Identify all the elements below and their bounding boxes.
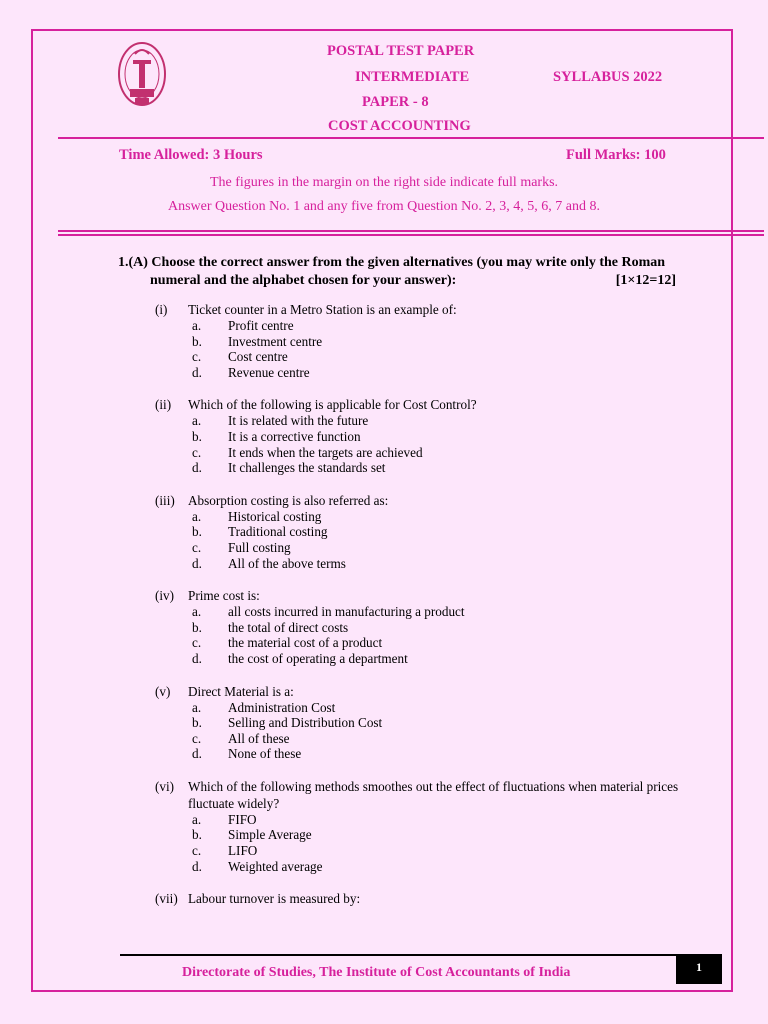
answer-option: [155, 460, 685, 476]
answer-option: [155, 827, 685, 843]
answer-option: [155, 620, 685, 636]
option-letter: b.: [192, 524, 202, 540]
option-text: FIFO: [228, 811, 257, 827]
option-text: Cost centre: [228, 349, 288, 365]
question-text: Direct Material is a:: [188, 683, 294, 699]
option-letter: b.: [192, 619, 202, 635]
answer-option: [155, 509, 685, 525]
question-number: (i): [155, 302, 168, 317]
question-text: Ticket counter in a Metro Station is an example of:: [188, 302, 457, 317]
question-stem: [155, 778, 685, 812]
answer-option: [155, 812, 685, 828]
option-text: the cost of operating a department: [228, 650, 408, 666]
option-letter: c.: [192, 635, 202, 651]
answer-option: [155, 429, 685, 445]
time-allowed: Time Allowed: 3 Hours: [119, 147, 263, 163]
question-stem: [155, 587, 685, 604]
answer-option: [155, 349, 685, 365]
question-number: (vi): [155, 778, 175, 794]
option-text: All of the above terms: [228, 555, 346, 571]
answer-option: [155, 715, 685, 731]
question-1-heading-line-2: numeral and the alphabet chosen for your answer):: [150, 273, 457, 288]
subject-label: COST ACCOUNTING: [328, 118, 471, 134]
option-text: Profit centre: [228, 318, 294, 333]
level-label: INTERMEDIATE: [355, 69, 470, 85]
question-item: [155, 492, 685, 571]
answer-option: [155, 524, 685, 540]
question-stem: [155, 492, 685, 509]
question-number: (ii): [155, 397, 172, 413]
option-letter: b.: [192, 827, 202, 843]
option-letter: c.: [192, 539, 202, 555]
question-number: (iii): [155, 492, 175, 508]
option-letter: d.: [192, 555, 202, 571]
question-number: (v): [155, 683, 171, 699]
question-stem: [155, 396, 685, 413]
answer-option: [155, 604, 685, 620]
option-text: Revenue centre: [228, 364, 310, 380]
institute-logo: [117, 40, 167, 112]
question-text: Labour turnover is measured by:: [188, 891, 361, 907]
answer-option: [155, 700, 685, 716]
option-text: Administration Cost: [228, 699, 336, 715]
answer-option: [155, 843, 685, 859]
option-letter: c.: [192, 349, 202, 365]
question-text: Absorption costing is also referred as:: [188, 492, 389, 508]
answer-option: [155, 746, 685, 762]
question-item: [155, 396, 685, 475]
option-text: the total of direct costs: [228, 619, 349, 635]
option-text: Historical costing: [228, 508, 322, 524]
instruction-rule-top: [58, 230, 764, 232]
question-item: [155, 890, 685, 907]
option-text: None of these: [228, 746, 302, 762]
answer-option: [155, 556, 685, 572]
option-text: Full costing: [228, 539, 291, 555]
question-item: [155, 301, 685, 380]
option-letter: d.: [192, 858, 202, 874]
question-text: Which of the following is applicable for Cost Control?: [188, 397, 477, 413]
option-text: It challenges the standards set: [228, 460, 386, 476]
option-letter: c.: [192, 843, 202, 859]
question-item: [155, 778, 685, 874]
syllabus-label: SYLLABUS 2022: [553, 69, 663, 85]
answer-option: [155, 413, 685, 429]
question-number: (vii): [155, 891, 178, 907]
question-stem: [155, 301, 685, 318]
answer-option: [155, 651, 685, 667]
footer-text: Directorate of Studies, The Institute of Cost Accountants of India: [182, 965, 571, 980]
header-rule: [58, 137, 764, 139]
question-text: Prime cost is:: [188, 588, 260, 604]
answer-option: [155, 731, 685, 747]
option-letter: b.: [192, 333, 202, 349]
answer-option: [155, 445, 685, 461]
answer-option: [155, 635, 685, 651]
paper-number: PAPER - 8: [362, 94, 429, 110]
option-letter: a.: [192, 413, 202, 429]
option-text: Traditional costing: [228, 524, 328, 540]
footer-rule: [120, 954, 678, 956]
option-letter: b.: [192, 428, 202, 444]
option-text: It ends when the targets are achieved: [228, 444, 423, 460]
question-1-marks: [1×12=12]: [615, 273, 676, 288]
option-text: It is a corrective function: [228, 428, 361, 444]
paper-title: POSTAL TEST PAPER: [327, 43, 475, 59]
option-text: Weighted average: [228, 858, 323, 874]
question-stem: [155, 683, 685, 700]
option-letter: a.: [192, 508, 202, 524]
question-number: (iv): [155, 588, 175, 604]
question-item: [155, 587, 685, 666]
option-letter: d.: [192, 364, 202, 380]
instruction-line-1: The figures in the margin on the right side indicate full marks.: [209, 175, 559, 190]
option-letter: d.: [192, 460, 202, 476]
option-text: all costs incurred in manufacturing a product: [228, 604, 465, 620]
option-letter: a.: [192, 318, 202, 333]
option-letter: a.: [192, 604, 202, 620]
option-text: All of these: [228, 730, 290, 746]
question-text: Which of the following methods smoothes out the effect of fluctuations when material prices fluctuate widely?: [188, 778, 679, 811]
option-text: It is related with the future: [228, 413, 369, 429]
option-letter: d.: [192, 650, 202, 666]
question-1-heading-line-1: 1.(A) Choose the correct answer from the given alternatives (you may write only the Roman: [118, 255, 666, 270]
instruction-line-2: Answer Question No. 1 and any five from Question No. 2, 3, 4, 5, 6, 7 and 8.: [168, 199, 600, 214]
instruction-rule-bottom: [58, 234, 764, 236]
answer-option: [155, 365, 685, 381]
page-number: 1: [676, 954, 722, 984]
option-text: the material cost of a product: [228, 635, 383, 651]
option-letter: a.: [192, 811, 202, 827]
option-text: Selling and Distribution Cost: [228, 715, 383, 731]
question-stem: [155, 890, 685, 907]
question-1-heading: [118, 254, 676, 290]
full-marks: Full Marks: 100: [566, 147, 666, 163]
option-text: Investment centre: [228, 333, 323, 349]
option-letter: d.: [192, 746, 202, 762]
answer-option: [155, 540, 685, 556]
question-item: [155, 683, 685, 762]
option-letter: a.: [192, 699, 202, 715]
answer-option: [155, 859, 685, 875]
option-letter: c.: [192, 444, 202, 460]
option-letter: b.: [192, 715, 202, 731]
answer-option: [155, 318, 685, 334]
answer-option: [155, 334, 685, 350]
option-text: Simple Average: [228, 827, 312, 843]
option-letter: c.: [192, 730, 202, 746]
question-list: [155, 301, 685, 923]
option-text: LIFO: [228, 843, 258, 859]
